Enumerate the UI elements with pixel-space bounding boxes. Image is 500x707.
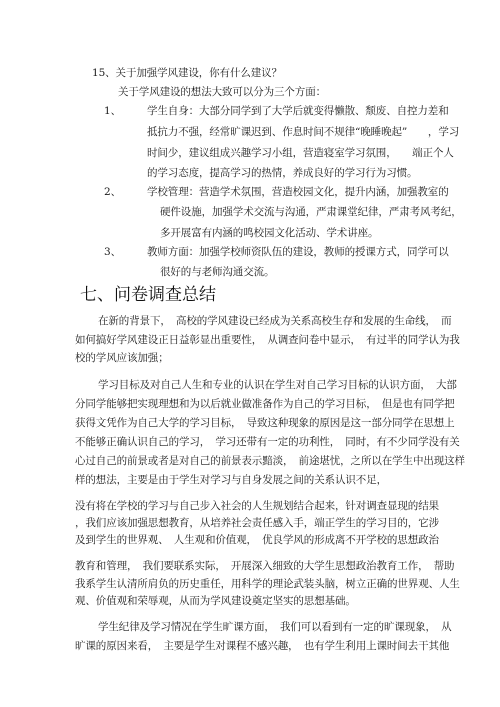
paragraph-line: 观、价值观和荣辱观，从而为学风建设奠定坚实的思想基础。	[75, 595, 356, 607]
list-item-line: 抵抗力不强，经常旷课迟到、作息时间不规律“晚睡晚起” ，学习	[147, 126, 460, 138]
paragraph-line: 分同学能够把实现理想和为以后就业做准备作为自己的学习目标， 但是也有同学把	[75, 398, 455, 410]
paragraph-line: 我系学生认清所肩负的历史重任，用科学的理论武装头脑，树立正确的世界观、人生	[75, 578, 460, 590]
paragraph-line: 没有将在学校的学习与自己步入社会的人生规划结合起来，针对调查显现的结果	[75, 500, 439, 512]
list-item-line: 很好的与老师沟通交流。	[160, 266, 275, 278]
list-item-line: 的学习态度，提高学习的热情，养成良好的学习行为习惯。	[147, 167, 418, 179]
list-item-line: 多开展富有内涵的鸣校园文化活动、学术讲座。	[160, 227, 379, 239]
paragraph-line: 获得文凭作为自己大学的学习目标， 导致这种现象的原因是这一部分同学在思想上	[75, 417, 455, 429]
section-title: 七、问卷调查总结	[80, 285, 216, 305]
list-item-number: 1、	[104, 105, 122, 117]
list-item-line: 教师方面：加强学校师资队伍的建设，教师的授课方式，同学可以	[147, 246, 449, 258]
paragraph-line: 学习目标及对自己人生和专业的认识在学生对自己学习目标的认识方面， 大部	[98, 379, 457, 391]
paragraph-line: 及到学生的世界观、 人生观和价值观， 优良学风的形成离不开学校的思想政治	[75, 534, 439, 546]
paragraph-line: ，我们应该加强思想教育，从培养社会责任感入手，端正学生的学习目的，它涉	[75, 517, 439, 529]
paragraph-line: 在新的背景下， 高校的学风建设已经成为关系高校生存和发展的生命线， 而	[98, 315, 452, 327]
question-15-intro: 关于学风建设的想法大致可以分为三个方面：	[118, 86, 326, 98]
list-item-number: 2、	[104, 186, 122, 198]
paragraph-line: 旷课的原因来看， 主要是学生对课程不感兴趣， 也有学生利用上课时间去干其他	[75, 640, 450, 652]
list-item-number: 3、	[104, 246, 122, 258]
paragraph-line: 如何搞好学风建设正日益彰显出重要性， 从调查问卷中显示， 有过半的同学认为我	[75, 334, 460, 346]
paragraph-line: 学生纪律及学习情况在学生旷课方面， 我们可以看到有一定的旷课现象， 从	[98, 621, 452, 633]
paragraph-line: 样的想法，主要是由于学生对学习与自身发展之间的关系认识不足，	[75, 474, 387, 486]
list-item-line: 时间少，建议组成兴趣学习小组，营造寝室学习氛围， 端正个人	[147, 147, 454, 159]
question-15-heading: 15、关于加强学风建设，你有什么建议？	[92, 67, 282, 79]
list-item-line: 硬件设施，加强学术交流与沟通，严肃课堂纪律，严肃考风考纪，	[160, 206, 462, 218]
paragraph-line: 校的学风应该加强；	[75, 352, 169, 364]
paragraph-line: 不能够正确认识自己的学习， 学习还带有一定的功利性， 同时，有不少同学没有关	[75, 436, 460, 448]
paragraph-line: 教育和管理， 我们要联系实际， 开展深入细致的大学生思想政治教育工作， 帮助	[75, 560, 455, 572]
paragraph-line: 心过自己的前景或者是对自己的前景表示黯淡， 前途堪忧，之所以在学生中出现这样	[75, 455, 465, 467]
list-item-line: 学校管理：营造学术氛围，营造校园文化，提升内涵，加强教室的	[147, 186, 449, 198]
list-item-line: 学生自身：大部分同学到了大学后就变得懒散、颓废、自控力差和	[147, 105, 449, 117]
